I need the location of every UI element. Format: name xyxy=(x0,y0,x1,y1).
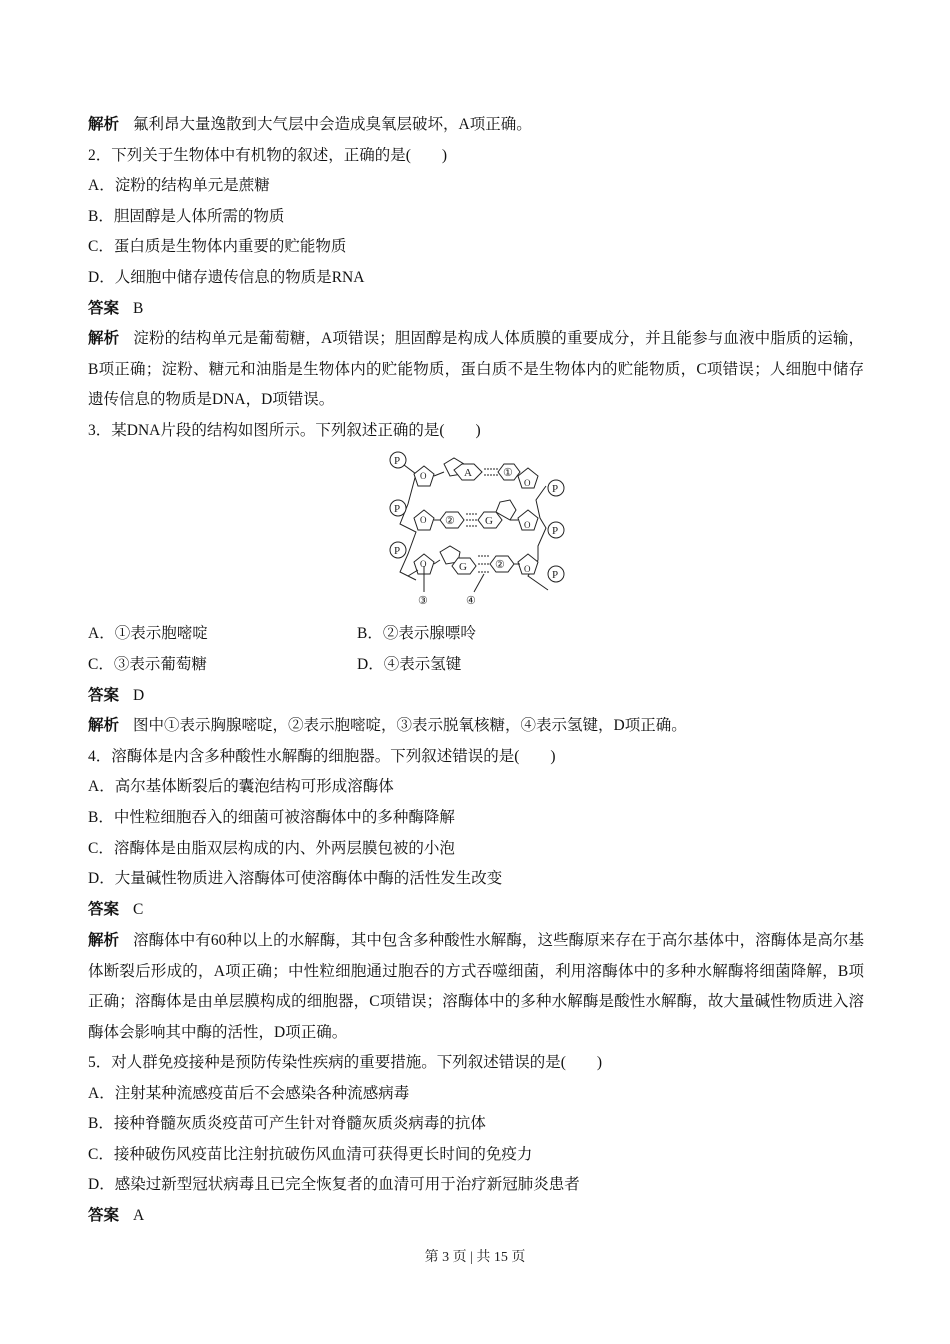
q5-option-d: D．感染过新型冠状病毒且已完全恢复者的血清可用于治疗新冠肺炎患者 xyxy=(88,1176,580,1193)
q2-analysis: 解析 淀粉的结构单元是葡萄糖，A项错误；胆固醇是构成人体质膜的重要成分，并且能参与血液中脂质的运输，B项正确；淀粉、糖元和油脂是生物体内的贮能物质，蛋白质不是生物体内的贮能物质，C项错误；人细胞中储存遗传信息的物质是DNA，D项错误。 xyxy=(88,330,864,408)
q2-option-b: B．胆固醇是人体所需的物质 xyxy=(88,208,285,225)
answer-label: 答案 xyxy=(88,687,120,704)
answer-label: 答案 xyxy=(88,300,120,317)
analysis-label: 解析 xyxy=(88,330,120,347)
analysis-label: 解析 xyxy=(88,717,120,734)
q4-answer: 答案 C xyxy=(88,901,144,918)
svg-text:①: ① xyxy=(503,467,513,479)
svg-text:P: P xyxy=(552,525,559,537)
svg-text:O: O xyxy=(524,520,531,530)
q3-option-b: B．②表示腺嘌呤 xyxy=(357,625,476,642)
q4-option-a: A．高尔基体断裂后的囊泡结构可形成溶酶体 xyxy=(88,778,394,795)
q3-analysis: 解析 图中①表示胸腺嘧啶，②表示胞嘧啶，③表示脱氧核糖，④表示氢键，D项正确。 xyxy=(88,717,687,734)
q2-answer: 答案 B xyxy=(88,300,144,317)
q1-analysis: 解析 氟利昂大量逸散到大气层中会造成臭氧层破坏，A项正确。 xyxy=(88,116,532,133)
deoxyribose-icon xyxy=(518,468,538,574)
q3-stem: 3．某DNA片段的结构如图所示。下列叙述正确的是( ) xyxy=(88,422,481,439)
q5-option-b: B．接种脊髓灰质炎疫苗可产生针对脊髓灰质炎病毒的抗体 xyxy=(88,1115,486,1132)
q3-option-d: D．④表示氢键 xyxy=(357,656,462,673)
svg-text:O: O xyxy=(524,564,531,574)
svg-text:P: P xyxy=(394,545,401,557)
q4-analysis: 解析 溶酶体中有60种以上的水解酶，其中包含多种酸性水解酶，这些酶原来存在于高尔基体中，溶酶体是高尔基体断裂后形成的，A项正确；中性粒细胞通过胞吞的方式吞噬细菌，利用溶酶体中的多种水解酶将细菌降解，B项正确；溶酶体是由单层膜构成的细胞器，C项错误；溶酶体中的多种水解酶是酸性水解酶，故大量碱性物质进入溶酶体会影响其中酶的活性，D项正确。 xyxy=(88,932,864,1041)
dna-structure-diagram xyxy=(378,448,573,608)
q3-answer: 答案 D xyxy=(88,687,145,704)
phosphate-icon xyxy=(390,452,406,558)
svg-text:P: P xyxy=(394,455,401,467)
svg-text:②: ② xyxy=(495,559,505,571)
q5-option-c: C．接种破伤风疫苗比注射抗破伤风血清可获得更长时间的免疫力 xyxy=(88,1146,533,1163)
q3-option-a: A．①表示胞嘧啶 xyxy=(88,625,208,642)
svg-text:O: O xyxy=(420,471,427,481)
svg-text:O: O xyxy=(420,515,427,525)
q3-option-c: C．③表示葡萄糖 xyxy=(88,656,207,673)
svg-text:O: O xyxy=(420,559,427,569)
svg-text:O: O xyxy=(524,478,531,488)
q2-option-d: D．人细胞中储存遗传信息的物质是RNA xyxy=(88,269,365,286)
q5-option-a: A．注射某种流感疫苗后不会感染各种流感病毒 xyxy=(88,1085,410,1102)
svg-text:P: P xyxy=(394,503,401,515)
answer-label: 答案 xyxy=(88,901,120,918)
q4-option-d: D．大量碱性物质进入溶酶体可使溶酶体中酶的活性发生改变 xyxy=(88,870,503,887)
svg-text:②: ② xyxy=(445,515,455,527)
phosphate-icon xyxy=(548,480,564,582)
analysis-label: 解析 xyxy=(88,116,120,133)
svg-text:P: P xyxy=(552,483,559,495)
deoxyribose-icon xyxy=(414,466,434,574)
q2-option-a: A．淀粉的结构单元是蔗糖 xyxy=(88,177,270,194)
callout-3: ③ xyxy=(418,595,428,607)
q5-stem: 5．对人群免疫接种是预防传染性疾病的重要措施。下列叙述错误的是( ) xyxy=(88,1054,603,1071)
analysis-label: 解析 xyxy=(88,932,120,949)
q4-option-b: B．中性粒细胞吞入的细菌可被溶酶体中的多种酶降解 xyxy=(88,809,455,826)
q4-option-c: C．溶酶体是由脂双层构成的内、外两层膜包被的小泡 xyxy=(88,840,455,857)
svg-text:G: G xyxy=(459,561,467,573)
q2-option-c: C．蛋白质是生物体内重要的贮能物质 xyxy=(88,238,347,255)
svg-text:P: P xyxy=(552,569,559,581)
q4-stem: 4．溶酶体是内含多种酸性水解酶的细胞器。下列叙述错误的是( ) xyxy=(88,748,556,765)
page-footer: 第 3 页 | 共 15 页 xyxy=(424,1250,526,1265)
svg-text:A: A xyxy=(464,467,472,479)
answer-label: 答案 xyxy=(88,1207,120,1224)
callout-4: ④ xyxy=(466,595,476,607)
q5-answer: 答案 A xyxy=(88,1207,145,1224)
svg-text:G: G xyxy=(485,515,493,527)
q2-stem: 2．下列关于生物体中有机物的叙述，正确的是( ) xyxy=(88,147,448,164)
